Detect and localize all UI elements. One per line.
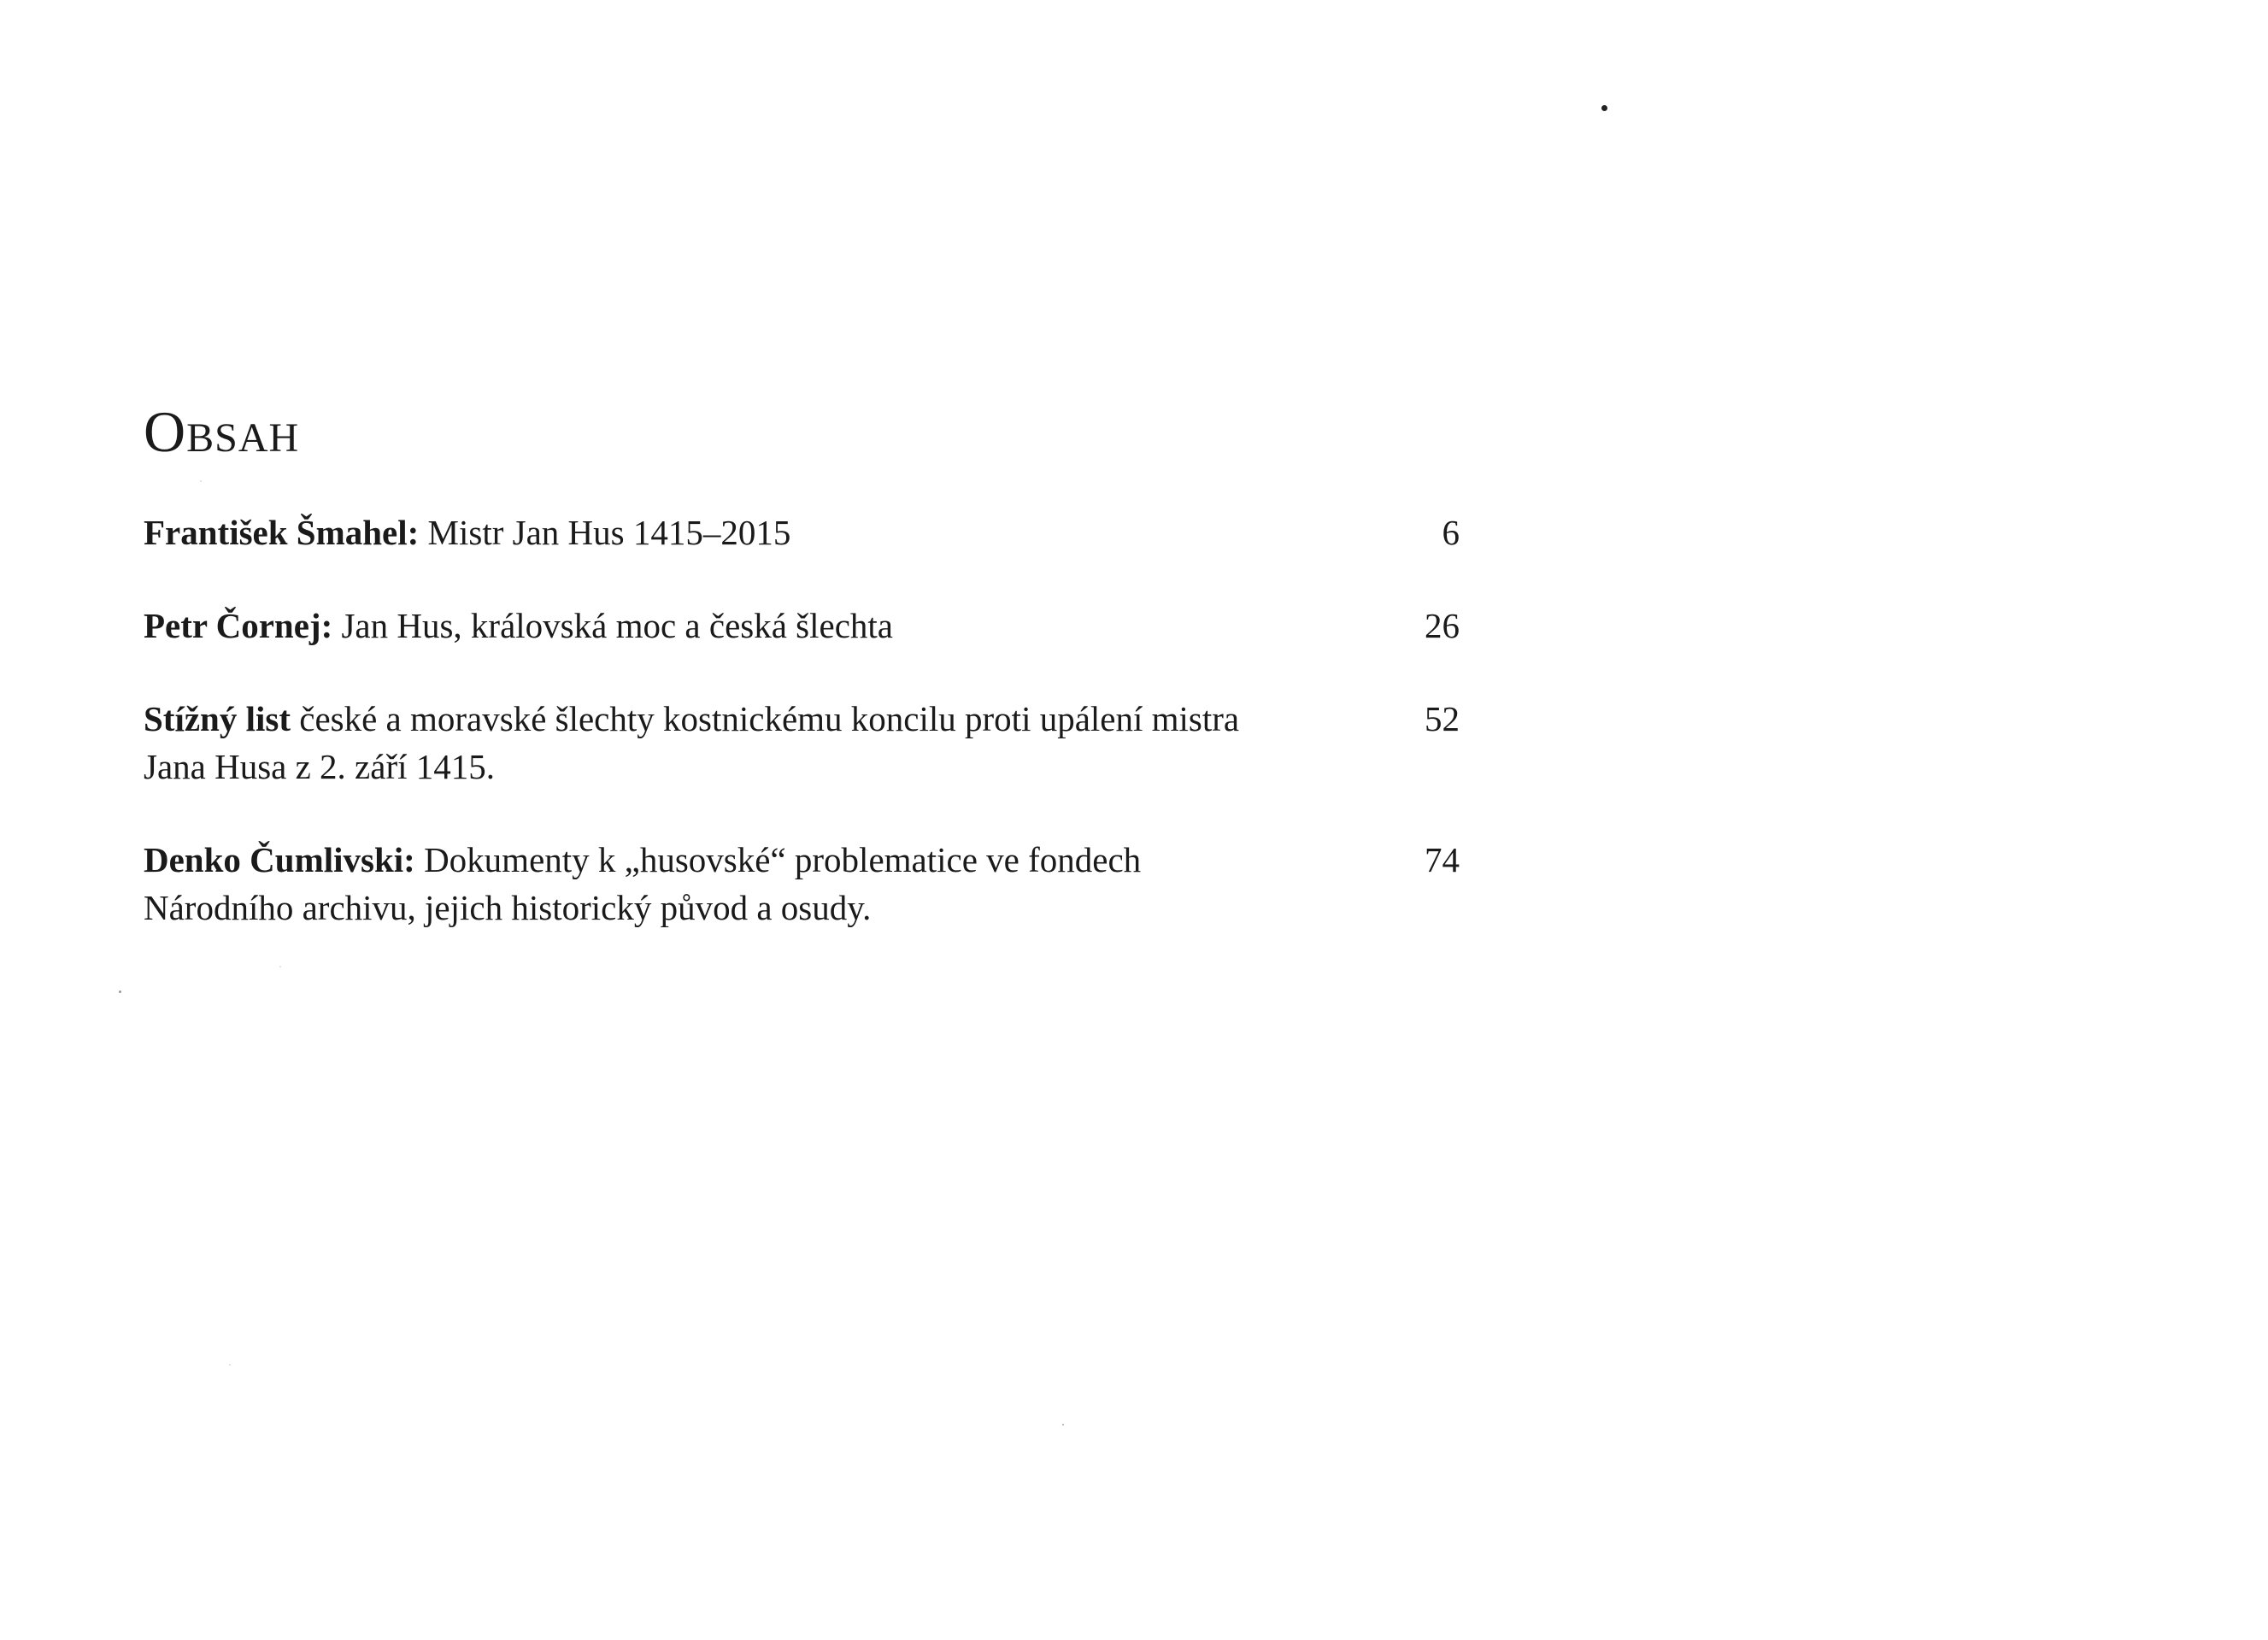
toc-entry-author: Denko Čumlivski: xyxy=(144,840,415,879)
toc-entry-lead: Stížný list xyxy=(144,699,291,738)
toc-entry-title: české a moravské šlechty kostnickému koncilu proti upálení mistra Jana Husa z 2. září 1415. xyxy=(144,699,1240,786)
table-of-contents xyxy=(144,397,1460,977)
scan-speck xyxy=(1062,1424,1064,1425)
toc-page-number: 6 xyxy=(1442,513,1460,552)
toc-entry-text xyxy=(144,602,1280,650)
toc-page-number: 74 xyxy=(1425,840,1460,879)
scan-speck xyxy=(119,990,121,993)
toc-entry xyxy=(144,508,1460,556)
toc-entry-text xyxy=(144,836,1280,932)
scan-speck xyxy=(1601,105,1607,111)
toc-entry-author: František Šmahel: xyxy=(144,513,420,552)
toc-entry-author: Petr Čornej: xyxy=(144,606,333,645)
toc-entry-text xyxy=(144,508,1280,556)
toc-entry xyxy=(144,836,1460,932)
toc-entry-title: Dokumenty k „husovské“ problematice ve fondech Národního archivu, jejich historický původ a osudy. xyxy=(144,840,1142,927)
toc-entry-title: Jan Hus, královská moc a česká šlechta xyxy=(332,606,893,645)
toc-page-number: 52 xyxy=(1425,699,1460,738)
toc-entry-title: Mistr Jan Hus 1415–2015 xyxy=(419,513,791,552)
toc-entry xyxy=(144,602,1460,650)
scan-speck xyxy=(229,1364,231,1366)
toc-list xyxy=(144,508,1460,932)
toc-entry-text xyxy=(144,695,1280,791)
toc-page-number: 26 xyxy=(1425,606,1460,645)
toc-entry xyxy=(144,695,1460,791)
toc-title: Obsah xyxy=(144,399,300,464)
